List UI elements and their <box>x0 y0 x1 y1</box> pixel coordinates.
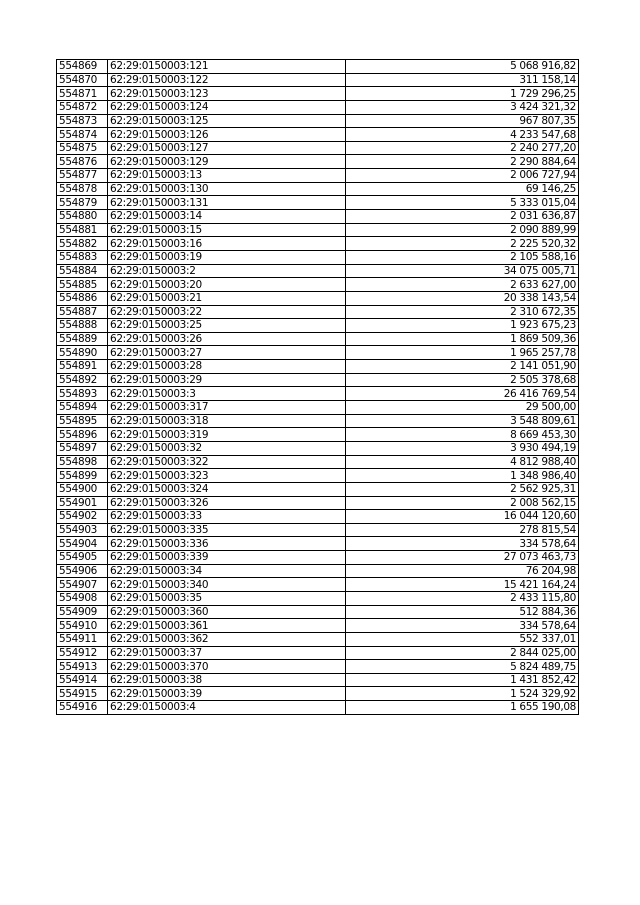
row-number-cell: 554911 <box>57 632 108 646</box>
table-row <box>57 87 579 101</box>
row-number-cell: 554900 <box>57 482 108 496</box>
cadastral-number-cell: 62:29:0150003:26 <box>108 332 346 346</box>
cadastral-value-cell: 2 006 727,94 <box>346 169 579 183</box>
cadastral-number-cell: 62:29:0150003:20 <box>108 278 346 292</box>
table-row <box>57 237 579 251</box>
cadastral-number-cell: 62:29:0150003:319 <box>108 428 346 442</box>
row-number-cell: 554870 <box>57 73 108 87</box>
row-number-cell: 554909 <box>57 605 108 619</box>
table-row <box>57 196 579 210</box>
row-number-cell: 554901 <box>57 496 108 510</box>
cadastral-value-cell: 2 141 051,90 <box>346 360 579 374</box>
cadastral-number-cell: 62:29:0150003:37 <box>108 646 346 660</box>
cadastral-number-cell: 62:29:0150003:122 <box>108 73 346 87</box>
table-row <box>57 441 579 455</box>
cadastral-value-cell: 29 500,00 <box>346 401 579 415</box>
table-row <box>57 605 579 619</box>
table-row <box>57 264 579 278</box>
row-number-cell: 554882 <box>57 237 108 251</box>
cadastral-number-cell: 62:29:0150003:15 <box>108 223 346 237</box>
row-number-cell: 554890 <box>57 346 108 360</box>
table-row <box>57 210 579 224</box>
cadastral-number-cell: 62:29:0150003:322 <box>108 455 346 469</box>
cadastral-number-cell: 62:29:0150003:370 <box>108 660 346 674</box>
cadastral-value-cell: 5 068 916,82 <box>346 60 579 74</box>
cadastral-value-cell: 20 338 143,54 <box>346 291 579 305</box>
table-row <box>57 496 579 510</box>
table-row <box>57 155 579 169</box>
table-row <box>57 701 579 715</box>
cadastral-number-cell: 62:29:0150003:34 <box>108 564 346 578</box>
table-row <box>57 60 579 74</box>
cadastral-value-cell: 76 204,98 <box>346 564 579 578</box>
cadastral-number-cell: 62:29:0150003:361 <box>108 619 346 633</box>
row-number-cell: 554888 <box>57 319 108 333</box>
cadastral-value-cell: 34 075 005,71 <box>346 264 579 278</box>
cadastral-number-cell: 62:29:0150003:19 <box>108 250 346 264</box>
cadastral-value-cell: 2 008 562,15 <box>346 496 579 510</box>
cadastral-number-cell: 62:29:0150003:2 <box>108 264 346 278</box>
row-number-cell: 554880 <box>57 210 108 224</box>
cadastral-number-cell: 62:29:0150003:336 <box>108 537 346 551</box>
cadastral-value-cell: 2 844 025,00 <box>346 646 579 660</box>
cadastral-number-cell: 62:29:0150003:360 <box>108 605 346 619</box>
cadastral-value-cell: 2 105 588,16 <box>346 250 579 264</box>
cadastral-number-cell: 62:29:0150003:335 <box>108 523 346 537</box>
table-row <box>57 128 579 142</box>
table-row <box>57 687 579 701</box>
table-row <box>57 619 579 633</box>
cadastral-number-cell: 62:29:0150003:16 <box>108 237 346 251</box>
row-number-cell: 554903 <box>57 523 108 537</box>
table-row <box>57 373 579 387</box>
row-number-cell: 554912 <box>57 646 108 660</box>
cadastral-value-cell: 278 815,54 <box>346 523 579 537</box>
table-row <box>57 169 579 183</box>
cadastral-value-cell: 4 812 988,40 <box>346 455 579 469</box>
row-number-cell: 554879 <box>57 196 108 210</box>
row-number-cell: 554916 <box>57 701 108 715</box>
cadastral-value-table <box>56 59 579 715</box>
row-number-cell: 554906 <box>57 564 108 578</box>
row-number-cell: 554910 <box>57 619 108 633</box>
row-number-cell: 554907 <box>57 578 108 592</box>
table-row <box>57 387 579 401</box>
table-row <box>57 646 579 660</box>
cadastral-value-cell: 4 233 547,68 <box>346 128 579 142</box>
cadastral-value-cell: 334 578,64 <box>346 537 579 551</box>
table-row <box>57 591 579 605</box>
cadastral-number-cell: 62:29:0150003:13 <box>108 169 346 183</box>
cadastral-value-cell: 2 225 520,32 <box>346 237 579 251</box>
cadastral-number-cell: 62:29:0150003:38 <box>108 673 346 687</box>
cadastral-number-cell: 62:29:0150003:125 <box>108 114 346 128</box>
cadastral-value-cell: 2 505 378,68 <box>346 373 579 387</box>
row-number-cell: 554872 <box>57 100 108 114</box>
row-number-cell: 554884 <box>57 264 108 278</box>
row-number-cell: 554894 <box>57 401 108 415</box>
cadastral-number-cell: 62:29:0150003:129 <box>108 155 346 169</box>
row-number-cell: 554913 <box>57 660 108 674</box>
table-row <box>57 332 579 346</box>
cadastral-number-cell: 62:29:0150003:28 <box>108 360 346 374</box>
row-number-cell: 554898 <box>57 455 108 469</box>
cadastral-number-cell: 62:29:0150003:32 <box>108 441 346 455</box>
cadastral-number-cell: 62:29:0150003:126 <box>108 128 346 142</box>
table-row <box>57 455 579 469</box>
cadastral-value-cell: 3 424 321,32 <box>346 100 579 114</box>
cadastral-value-cell: 2 240 277,20 <box>346 141 579 155</box>
row-number-cell: 554905 <box>57 551 108 565</box>
cadastral-number-cell: 62:29:0150003:4 <box>108 701 346 715</box>
cadastral-value-cell: 5 333 015,04 <box>346 196 579 210</box>
cadastral-value-cell: 27 073 463,73 <box>346 551 579 565</box>
cadastral-number-cell: 62:29:0150003:21 <box>108 291 346 305</box>
cadastral-number-cell: 62:29:0150003:131 <box>108 196 346 210</box>
cadastral-value-cell: 1 729 296,25 <box>346 87 579 101</box>
table-row <box>57 182 579 196</box>
cadastral-value-cell: 2 290 884,64 <box>346 155 579 169</box>
row-number-cell: 554883 <box>57 250 108 264</box>
cadastral-value-cell: 512 884,36 <box>346 605 579 619</box>
cadastral-value-cell: 2 562 925,31 <box>346 482 579 496</box>
table-row <box>57 250 579 264</box>
cadastral-number-cell: 62:29:0150003:339 <box>108 551 346 565</box>
row-number-cell: 554908 <box>57 591 108 605</box>
cadastral-number-cell: 62:29:0150003:123 <box>108 87 346 101</box>
cadastral-number-cell: 62:29:0150003:362 <box>108 632 346 646</box>
row-number-cell: 554873 <box>57 114 108 128</box>
cadastral-value-cell: 16 044 120,60 <box>346 510 579 524</box>
cadastral-number-cell: 62:29:0150003:124 <box>108 100 346 114</box>
table-row <box>57 523 579 537</box>
table-body <box>57 60 579 715</box>
cadastral-value-cell: 1 655 190,08 <box>346 701 579 715</box>
table-row <box>57 141 579 155</box>
cadastral-number-cell: 62:29:0150003:35 <box>108 591 346 605</box>
table-row <box>57 428 579 442</box>
row-number-cell: 554876 <box>57 155 108 169</box>
table-row <box>57 414 579 428</box>
cadastral-value-cell: 1 869 509,36 <box>346 332 579 346</box>
row-number-cell: 554904 <box>57 537 108 551</box>
table-row <box>57 278 579 292</box>
row-number-cell: 554891 <box>57 360 108 374</box>
row-number-cell: 554869 <box>57 60 108 74</box>
cadastral-number-cell: 62:29:0150003:323 <box>108 469 346 483</box>
cadastral-value-cell: 5 824 489,75 <box>346 660 579 674</box>
row-number-cell: 554878 <box>57 182 108 196</box>
cadastral-value-cell: 26 416 769,54 <box>346 387 579 401</box>
row-number-cell: 554897 <box>57 441 108 455</box>
table-row <box>57 673 579 687</box>
cadastral-number-cell: 62:29:0150003:14 <box>108 210 346 224</box>
table-row <box>57 482 579 496</box>
cadastral-value-cell: 552 337,01 <box>346 632 579 646</box>
cadastral-number-cell: 62:29:0150003:27 <box>108 346 346 360</box>
row-number-cell: 554915 <box>57 687 108 701</box>
cadastral-number-cell: 62:29:0150003:3 <box>108 387 346 401</box>
row-number-cell: 554914 <box>57 673 108 687</box>
table-row <box>57 551 579 565</box>
row-number-cell: 554892 <box>57 373 108 387</box>
table-row <box>57 660 579 674</box>
table-row <box>57 469 579 483</box>
cadastral-number-cell: 62:29:0150003:326 <box>108 496 346 510</box>
cadastral-value-cell: 3 930 494,19 <box>346 441 579 455</box>
cadastral-value-cell: 311 158,14 <box>346 73 579 87</box>
table-row <box>57 346 579 360</box>
cadastral-value-cell: 1 348 986,40 <box>346 469 579 483</box>
table-row <box>57 510 579 524</box>
cadastral-number-cell: 62:29:0150003:317 <box>108 401 346 415</box>
cadastral-value-cell: 1 965 257,78 <box>346 346 579 360</box>
row-number-cell: 554899 <box>57 469 108 483</box>
cadastral-number-cell: 62:29:0150003:29 <box>108 373 346 387</box>
row-number-cell: 554902 <box>57 510 108 524</box>
cadastral-number-cell: 62:29:0150003:318 <box>108 414 346 428</box>
table-row <box>57 401 579 415</box>
row-number-cell: 554895 <box>57 414 108 428</box>
cadastral-number-cell: 62:29:0150003:130 <box>108 182 346 196</box>
cadastral-number-cell: 62:29:0150003:33 <box>108 510 346 524</box>
table-row <box>57 305 579 319</box>
row-number-cell: 554881 <box>57 223 108 237</box>
table-row <box>57 537 579 551</box>
row-number-cell: 554875 <box>57 141 108 155</box>
table-row <box>57 319 579 333</box>
cadastral-number-cell: 62:29:0150003:22 <box>108 305 346 319</box>
cadastral-value-cell: 2 031 636,87 <box>346 210 579 224</box>
cadastral-value-cell: 8 669 453,30 <box>346 428 579 442</box>
cadastral-value-cell: 15 421 164,24 <box>346 578 579 592</box>
table-row <box>57 632 579 646</box>
cadastral-number-cell: 62:29:0150003:324 <box>108 482 346 496</box>
row-number-cell: 554889 <box>57 332 108 346</box>
cadastral-value-cell: 2 633 627,00 <box>346 278 579 292</box>
table-row <box>57 73 579 87</box>
cadastral-number-cell: 62:29:0150003:127 <box>108 141 346 155</box>
row-number-cell: 554874 <box>57 128 108 142</box>
cadastral-value-cell: 967 807,35 <box>346 114 579 128</box>
cadastral-value-cell: 334 578,64 <box>346 619 579 633</box>
cadastral-number-cell: 62:29:0150003:25 <box>108 319 346 333</box>
cadastral-value-cell: 1 524 329,92 <box>346 687 579 701</box>
row-number-cell: 554885 <box>57 278 108 292</box>
row-number-cell: 554887 <box>57 305 108 319</box>
row-number-cell: 554877 <box>57 169 108 183</box>
row-number-cell: 554886 <box>57 291 108 305</box>
table-row <box>57 223 579 237</box>
row-number-cell: 554896 <box>57 428 108 442</box>
cadastral-value-cell: 2 090 889,99 <box>346 223 579 237</box>
table-row <box>57 564 579 578</box>
cadastral-number-cell: 62:29:0150003:340 <box>108 578 346 592</box>
cadastral-value-cell: 2 433 115,80 <box>346 591 579 605</box>
table-row <box>57 360 579 374</box>
cadastral-value-cell: 1 431 852,42 <box>346 673 579 687</box>
cadastral-value-cell: 69 146,25 <box>346 182 579 196</box>
table-row <box>57 291 579 305</box>
cadastral-number-cell: 62:29:0150003:121 <box>108 60 346 74</box>
cadastral-value-cell: 1 923 675,23 <box>346 319 579 333</box>
table-row <box>57 114 579 128</box>
row-number-cell: 554893 <box>57 387 108 401</box>
cadastral-number-cell: 62:29:0150003:39 <box>108 687 346 701</box>
cadastral-value-cell: 2 310 672,35 <box>346 305 579 319</box>
cadastral-value-cell: 3 548 809,61 <box>346 414 579 428</box>
row-number-cell: 554871 <box>57 87 108 101</box>
table-row <box>57 578 579 592</box>
table-row <box>57 100 579 114</box>
